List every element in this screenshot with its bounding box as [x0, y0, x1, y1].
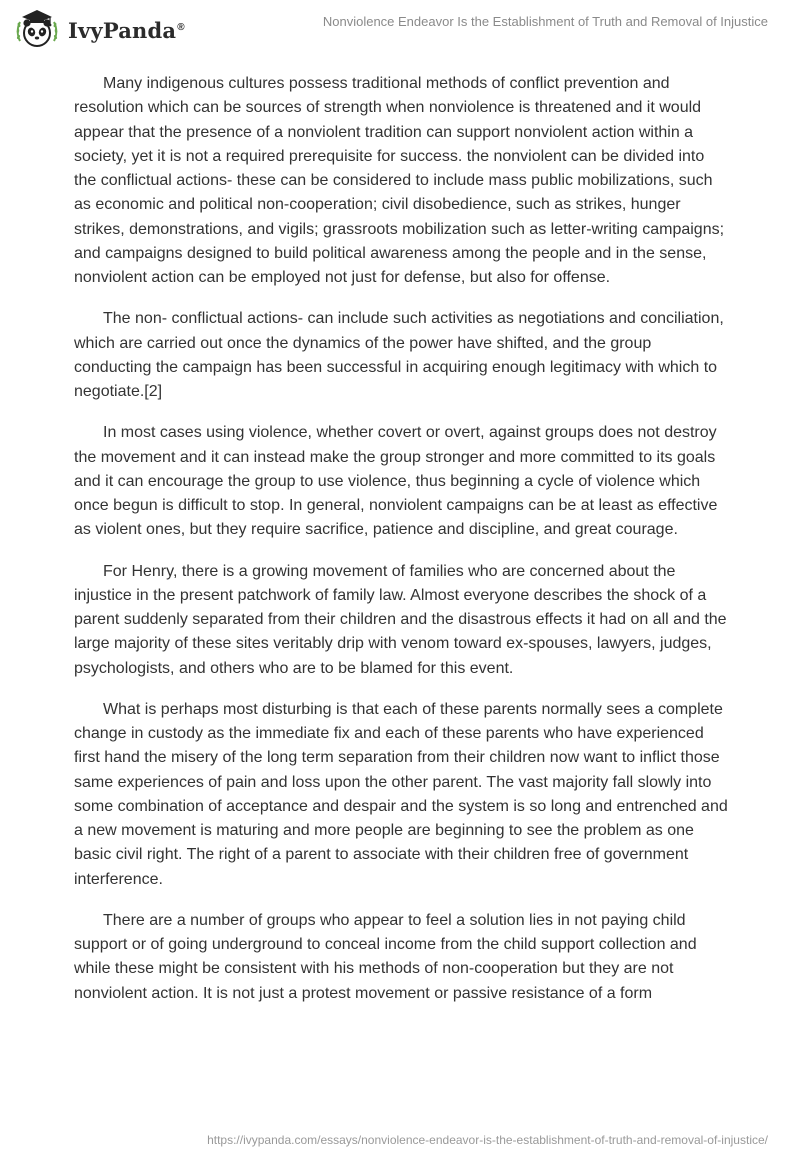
source-url-link[interactable]: https://ivypanda.com/essays/nonviolence-endeavor-is-the-establishment-of-truth-and-removal-of-injustice/: [207, 1133, 768, 1147]
paragraph: There are a number of groups who appear to feel a solution lies in not paying child support or of going underground to conceal income from the child support collection and while these might be consistent with his methods of non-cooperation but they are not nonviolent action. It is not just a protest movement or passive resistance of a form: [74, 911, 697, 1002]
page-header: [0, 0, 800, 60]
registered-mark: ®: [177, 21, 185, 33]
paragraph: What is perhaps most disturbing is that each of these parents normally sees a complete change in custody as the immediate fix and each of these parents who have experienced first hand the misery of the long term separation from their children now want to inflict those same experiences of pain and loss upon the other parent. The vast majority fall slowly into some combination of acceptance and despair and the system is so long and entrenched and a new movement is maturing and more people are beginning to see the problem as one basic civil right. The right of a parent to associate with their children free of government interference.: [74, 700, 728, 888]
document-title: Nonviolence Endeavor Is the Establishment of Truth and Removal of Injustice: [322, 14, 768, 29]
brand-name: IvyPanda®: [68, 17, 185, 43]
panda-graduation-cap-icon: [14, 7, 60, 53]
ivypanda-logo[interactable]: [14, 8, 185, 52]
paragraph: Many indigenous cultures possess traditional methods of conflict prevention and resolution which can be sources of strength when nonviolence is threatened and it would appear that the presence of a nonviolent tradition can support nonviolent action within a society, yet it is not a required prerequisite for success. the nonviolent can be divided into the conflictual actions- these can be considered to include mass public mobilizations, such as economic and political non-cooperation; civil disobedience, such as strikes, hunger strikes, demonstrations, and vigils; grassroots mobilization such as letter-writing campaigns; and campaigns designed to build political awareness among the people and in the sense, nonviolent action can be employed not just for defense, but also for offense.: [74, 75, 725, 286]
paragraph: The non- conflictual actions- can include such activities as negotiations and conciliation, which are carried out once the dynamics of the power have shifted, and the group conducting the campaign has been successful in acquiring enough legitimacy with which to negotiate.[2]: [74, 310, 724, 400]
paragraph: In most cases using violence, whether covert or overt, against groups does not destroy the movement and it can instead make the group stronger and more committed to its goals and it can encourage the group to use violence, thus beginning a cycle of violence which once begun is difficult to stop. In general, nonviolent campaigns can be at least as effective as violent ones, but they require sacrifice, patience and discipline, and great courage.: [74, 424, 718, 539]
paragraph: For Henry, there is a growing movement of families who are concerned about the injustice in the present patchwork of family law. Almost everyone describes the shock of a parent suddenly separated from their children and the disastrous effects it had on all and the large majority of these sites veritably drip with venom toward ex-spouses, lawyers, judges, psychologists, and others who are to be blamed for this event.: [74, 562, 727, 677]
essay-body: [74, 72, 728, 1023]
